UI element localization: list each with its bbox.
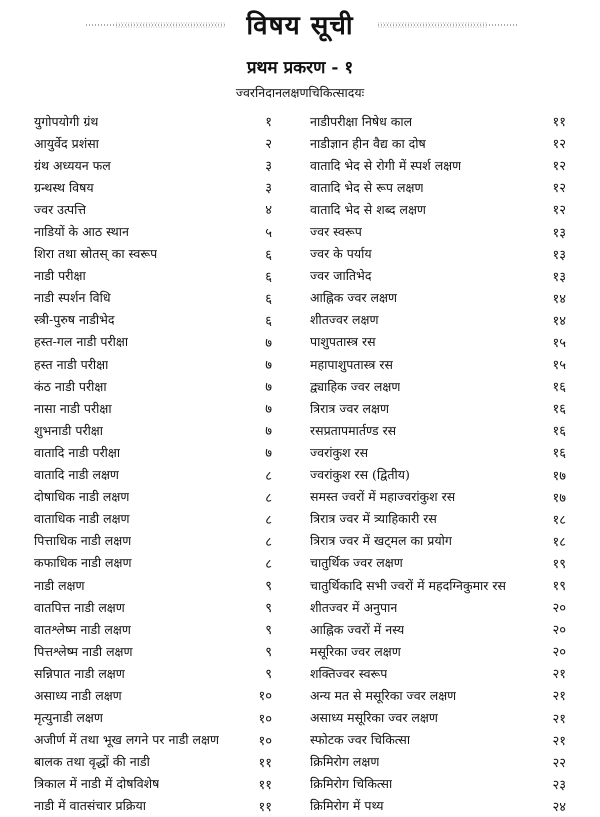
entry-title: बालक तथा वृद्धों की नाडी xyxy=(34,754,150,770)
contents-entry xyxy=(34,662,272,684)
contents-entry xyxy=(310,198,566,220)
contents-entry xyxy=(310,265,566,287)
contents-entry xyxy=(34,751,272,773)
entry-page-number: ९ xyxy=(265,667,272,683)
contents-entry xyxy=(310,618,566,640)
entry-page-number: ९ xyxy=(265,623,272,639)
entry-title: नासा नाडी परीक्षा xyxy=(34,400,112,416)
entry-page-number: ८ xyxy=(265,556,272,572)
entry-title: कंठ नाडी परीक्षा xyxy=(34,378,107,394)
entry-title: ज्वर स्वरूप xyxy=(310,224,362,240)
entry-title: द्व्याहिक ज्वर लक्षण xyxy=(310,378,401,394)
entry-page-number: २१ xyxy=(552,667,566,683)
contents-entry xyxy=(310,110,566,132)
contents-entry xyxy=(34,618,272,640)
entry-page-number: ११ xyxy=(552,115,566,131)
entry-title: त्रिरात्र ज्वर में त्र्याहिकारी रस xyxy=(310,511,437,527)
entry-page-number: ९ xyxy=(265,579,272,595)
entry-title: रसप्रतापमार्तण्ड रस xyxy=(310,422,397,438)
entry-page-number: २० xyxy=(552,645,566,661)
entry-page-number: १४ xyxy=(552,291,566,307)
entry-page-number: १२ xyxy=(552,203,566,219)
entry-title: ज्वर जातिभेद xyxy=(310,268,372,284)
contents-entry xyxy=(34,707,272,729)
contents-entry xyxy=(34,132,272,154)
entry-page-number: १३ xyxy=(552,247,566,263)
contents-entry xyxy=(310,486,566,508)
contents-entry xyxy=(310,574,566,596)
entry-page-number: ६ xyxy=(265,269,272,285)
contents-entry xyxy=(310,596,566,618)
entry-title: त्रिरात्र ज्वर लक्षण xyxy=(310,400,390,416)
contents-entry xyxy=(310,530,566,552)
contents-entry xyxy=(310,331,566,353)
contents-entry xyxy=(34,640,272,662)
entry-page-number: ७ xyxy=(265,380,272,396)
entry-title: शुभनाडी परीक्षा xyxy=(34,422,104,438)
entry-title: वातादि नाडी परीक्षा xyxy=(34,444,121,460)
entry-title: आह्निक ज्वर लक्षण xyxy=(310,290,398,306)
entry-page-number: १२ xyxy=(552,181,566,197)
entry-page-number: ७ xyxy=(265,358,272,374)
entry-title: पित्तश्लेष्म नाडी लक्षण xyxy=(34,643,133,659)
entry-title: चातुर्थिक ज्वर लक्षण xyxy=(310,555,403,571)
entry-title: समस्त ज्वरों में महाज्वरांकुश रस xyxy=(310,489,456,505)
entry-page-number: ८ xyxy=(265,534,272,550)
contents-entry xyxy=(310,176,566,198)
entry-title: मृत्युनाडी लक्षण xyxy=(34,710,103,726)
entry-title: असाध्य नाडी लक्षण xyxy=(34,687,122,703)
entry-title: स्त्री-पुरुष नाडीभेद xyxy=(34,312,115,328)
entry-title: वातादि नाडी लक्षण xyxy=(34,467,119,483)
contents-entry xyxy=(310,795,566,817)
entry-title: वातश्लेष्म नाडी लक्षण xyxy=(34,621,131,637)
contents-entry xyxy=(310,154,566,176)
contents-entry xyxy=(34,508,272,530)
entry-page-number: ९ xyxy=(265,601,272,617)
entry-page-number: १८ xyxy=(552,512,566,528)
entry-page-number: १६ xyxy=(552,424,566,440)
contents-entry xyxy=(34,287,272,309)
entry-page-number: ७ xyxy=(265,402,272,418)
entry-page-number: १४ xyxy=(552,313,566,329)
entry-page-number: २२ xyxy=(552,755,566,771)
entry-title: ज्वरांकुश रस (द्वितीय) xyxy=(310,467,410,483)
left-contents-column xyxy=(34,110,272,817)
entry-page-number: २१ xyxy=(552,711,566,727)
entry-title: आह्निक ज्वरों में नस्य xyxy=(310,621,405,637)
contents-entry xyxy=(34,574,272,596)
contents-entry xyxy=(34,375,272,397)
entry-page-number: १६ xyxy=(552,380,566,396)
entry-title: ग्रन्थस्थ विषय xyxy=(34,179,94,195)
entry-title: त्रिरात्र ज्वर में खट्मल का प्रयोग xyxy=(310,533,452,549)
entry-title: वातादि भेद से शब्द लक्षण xyxy=(310,201,426,217)
contents-entry xyxy=(34,729,272,751)
entry-page-number: १३ xyxy=(552,269,566,285)
entry-title: ज्वर उत्पत्ति xyxy=(34,201,87,217)
contents-entry xyxy=(310,662,566,684)
entry-page-number: १७ xyxy=(552,468,566,484)
contents-entry xyxy=(310,375,566,397)
chapter-subtitle: ज्वरनिदानलक्षणचिकित्सादयः xyxy=(235,85,365,100)
contents-entry xyxy=(310,640,566,662)
contents-entry xyxy=(34,552,272,574)
entry-page-number: १२ xyxy=(552,137,566,153)
contents-entry xyxy=(34,464,272,486)
entry-page-number: ७ xyxy=(265,335,272,351)
contents-entry xyxy=(34,530,272,552)
contents-entry xyxy=(34,309,272,331)
entry-page-number: ४ xyxy=(265,203,272,219)
entry-title: ग्रंथ अध्ययन फल xyxy=(34,157,111,173)
contents-entry xyxy=(310,353,566,375)
contents-entry xyxy=(310,397,566,419)
contents-entry xyxy=(34,331,272,353)
entry-page-number: ३ xyxy=(265,181,272,197)
entry-page-number: १७ xyxy=(552,490,566,506)
right-contents-column xyxy=(310,110,566,817)
entry-page-number: ८ xyxy=(265,468,272,484)
entry-page-number: ११ xyxy=(258,777,272,793)
entry-title: पाशुपतास्त्र रस xyxy=(310,334,376,350)
entry-title: दोषाधिक नाडी लक्षण xyxy=(34,489,130,505)
contents-entry xyxy=(310,287,566,309)
entry-title: वातपित्त नाडी लक्षण xyxy=(34,599,125,615)
contents-entry xyxy=(34,486,272,508)
entry-page-number: ११ xyxy=(258,799,272,815)
contents-entry xyxy=(310,441,566,463)
contents-entry xyxy=(310,243,566,265)
entry-title: क्रिमिरोग में पथ्य xyxy=(310,798,384,814)
contents-entry xyxy=(310,220,566,242)
contents-entry xyxy=(310,508,566,530)
entry-title: नाडी में वातसंचार प्रक्रिया xyxy=(34,798,146,814)
entry-title: कफाधिक नाडी लक्षण xyxy=(34,555,132,571)
entry-title: स्फोटक ज्वर चिकित्सा xyxy=(310,732,411,748)
entry-title: नाडी परीक्षा xyxy=(34,268,86,284)
entry-page-number: २० xyxy=(552,601,566,617)
entry-title: हस्त नाडी परीक्षा xyxy=(34,356,109,372)
entry-page-number: ६ xyxy=(265,313,272,329)
entry-title: चातुर्थिकादि सभी ज्वरों में महदग्निकुमार रस xyxy=(310,577,506,593)
entry-page-number: २१ xyxy=(552,733,566,749)
contents-entry xyxy=(310,684,566,706)
contents-entry xyxy=(310,419,566,441)
entry-page-number: १० xyxy=(258,733,272,749)
entry-page-number: १ xyxy=(265,115,272,131)
entry-page-number: १० xyxy=(258,689,272,705)
entry-page-number: ८ xyxy=(265,490,272,506)
contents-entry xyxy=(34,110,272,132)
entry-page-number: १५ xyxy=(552,358,566,374)
entry-title: सन्निपात नाडी लक्षण xyxy=(34,665,125,681)
contents-entry xyxy=(310,773,566,795)
entry-page-number: ६ xyxy=(265,247,272,263)
entry-page-number: २३ xyxy=(552,777,566,793)
contents-entry xyxy=(34,265,272,287)
entry-title: शिरा तथा स्रोतस् का स्वरूप xyxy=(34,246,158,262)
contents-entry xyxy=(34,419,272,441)
entry-title: पित्ताधिक नाडी लक्षण xyxy=(34,533,132,549)
entry-title: असाध्य मसूरिका ज्वर लक्षण xyxy=(310,710,438,726)
contents-entry xyxy=(34,684,272,706)
entry-page-number: १९ xyxy=(552,556,566,572)
contents-entry xyxy=(310,464,566,486)
entry-page-number: ५ xyxy=(265,225,272,241)
page-title: विषय सूची xyxy=(246,11,354,41)
contents-entry xyxy=(34,795,272,817)
contents-entry xyxy=(310,132,566,154)
contents-entry xyxy=(34,397,272,419)
entry-page-number: १५ xyxy=(552,335,566,351)
contents-entry xyxy=(34,773,272,795)
entry-page-number: ७ xyxy=(265,424,272,440)
entry-page-number: २१ xyxy=(552,689,566,705)
entry-page-number: १६ xyxy=(552,446,566,462)
entry-title: वातादि भेद से रोगी में स्पर्श लक्षण xyxy=(310,157,462,173)
contents-entry xyxy=(310,552,566,574)
entry-title: नाडी लक्षण xyxy=(34,577,85,593)
contents-entry xyxy=(34,441,272,463)
entry-page-number: ९ xyxy=(265,645,272,661)
contents-entry xyxy=(310,729,566,751)
entry-title: नाडी स्पर्शन विधि xyxy=(34,290,111,306)
entry-title: ज्वर के पर्याय xyxy=(310,246,372,262)
entry-page-number: २४ xyxy=(552,799,566,815)
entry-title: वातादि भेद से रूप लक्षण xyxy=(310,179,424,195)
contents-entry xyxy=(34,154,272,176)
entry-page-number: १३ xyxy=(552,225,566,241)
entry-title: त्रिकाल में नाडी में दोषविशेष xyxy=(34,776,160,792)
entry-page-number: १८ xyxy=(552,534,566,550)
title-container xyxy=(0,6,600,42)
contents-entry xyxy=(34,198,272,220)
entry-title: क्रिमिरोग लक्षण xyxy=(310,754,380,770)
entry-page-number: २० xyxy=(552,623,566,639)
contents-entry xyxy=(310,751,566,773)
entry-page-number: १० xyxy=(258,711,272,727)
entry-page-number: २ xyxy=(265,137,272,153)
entry-title: आयुर्वेद प्रशंसा xyxy=(34,135,99,151)
entry-title: वाताधिक नाडी लक्षण xyxy=(34,511,130,527)
entry-page-number: ११ xyxy=(258,755,272,771)
entry-title: युगोपयोगी ग्रंथ xyxy=(34,113,99,129)
entry-title: नाडीज्ञान हीन वैद्य का दोष xyxy=(310,135,426,151)
entry-page-number: ७ xyxy=(265,446,272,462)
entry-title: अजीर्ण में तथा भूख लगने पर नाडी लक्षण xyxy=(34,732,219,748)
contents-entry xyxy=(34,596,272,618)
contents-entry xyxy=(34,353,272,375)
entry-title: अन्य मत से मसूरिका ज्वर लक्षण xyxy=(310,687,457,703)
entry-page-number: १६ xyxy=(552,402,566,418)
contents-entry xyxy=(34,176,272,198)
entry-page-number: १९ xyxy=(552,579,566,595)
entry-title: नाडियों के आठ स्थान xyxy=(34,224,129,240)
entry-title: नाडीपरीक्षा निषेध काल xyxy=(310,113,413,129)
entry-title: क्रिमिरोग चिकित्सा xyxy=(310,776,393,792)
entry-title: शक्तिज्वर स्वरूप xyxy=(310,665,388,681)
chapter-heading: प्रथम प्रकरण - १ xyxy=(246,58,354,78)
entry-title: मसूरिका ज्वर लक्षण xyxy=(310,643,401,659)
entry-title: ज्वरांकुश रस xyxy=(310,444,369,460)
entry-page-number: ८ xyxy=(265,512,272,528)
entry-title: शीतज्वर में अनुपान xyxy=(310,599,398,615)
entry-title: महापाशुपतास्त्र रस xyxy=(310,356,393,372)
contents-entry xyxy=(310,309,566,331)
contents-entry xyxy=(34,243,272,265)
entry-title: शीतज्वर लक्षण xyxy=(310,312,379,328)
entry-page-number: ३ xyxy=(265,159,272,175)
contents-entry xyxy=(310,707,566,729)
entry-title: हस्त-गल नाडी परीक्षा xyxy=(34,334,129,350)
entry-page-number: ६ xyxy=(265,291,272,307)
entry-page-number: १२ xyxy=(552,159,566,175)
contents-entry xyxy=(34,220,272,242)
